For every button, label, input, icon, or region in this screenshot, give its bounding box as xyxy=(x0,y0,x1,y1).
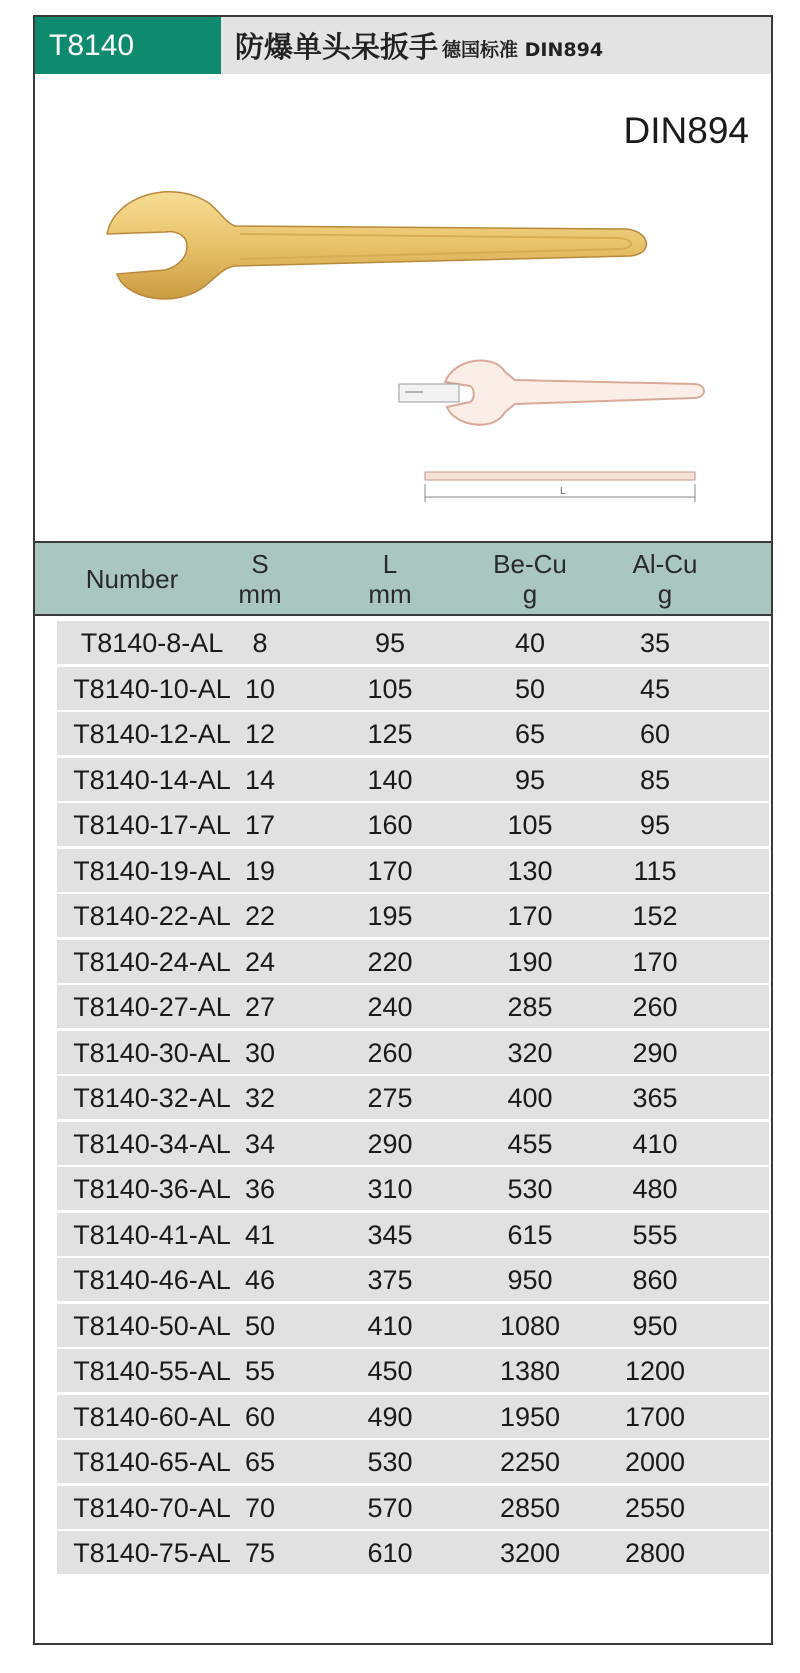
col-l xyxy=(340,543,440,614)
cell-value: 22 xyxy=(244,901,276,931)
cell-value: 345 xyxy=(367,1219,413,1250)
drawing-dimension-label: L xyxy=(560,486,566,497)
cell-value: 152 xyxy=(632,901,678,931)
cell-value: 1080 xyxy=(499,1310,561,1341)
table-row xyxy=(35,616,771,666)
cell-value: 65 xyxy=(514,719,546,749)
cell-value: 75 xyxy=(244,1538,276,1568)
table-row xyxy=(35,798,771,848)
cell-value: 36 xyxy=(244,1174,276,1204)
cell-value: 19 xyxy=(244,855,276,886)
table-row xyxy=(35,1299,771,1349)
cell-value: 95 xyxy=(639,810,671,840)
cell-value: 410 xyxy=(632,1128,678,1159)
cell-value: 12 xyxy=(244,719,276,749)
cell-number: T8140-75-AL xyxy=(73,1538,231,1568)
col-number-name: Number xyxy=(85,563,179,594)
cell-value: 260 xyxy=(367,1037,413,1068)
cell-value: 480 xyxy=(632,1174,678,1204)
table-row xyxy=(35,935,771,985)
table-row xyxy=(35,1117,771,1167)
cell-value: 2000 xyxy=(624,1447,686,1477)
cell-value: 450 xyxy=(367,1356,413,1386)
product-image-area xyxy=(35,74,771,541)
cell-value: 1380 xyxy=(499,1356,561,1386)
table-row xyxy=(35,1481,771,1531)
wrench-photo xyxy=(95,174,655,314)
table-row xyxy=(35,844,771,894)
cell-value: 46 xyxy=(244,1265,276,1295)
cell-number: T8140-12-AL xyxy=(73,719,231,749)
cell-value: 105 xyxy=(367,673,413,704)
col-becu xyxy=(465,543,595,614)
cell-number: T8140-36-AL xyxy=(73,1174,231,1204)
col-becu-name: Be-Cu xyxy=(493,548,567,579)
cell-value: 65 xyxy=(244,1447,276,1477)
cell-value: 530 xyxy=(367,1447,413,1477)
cell-number: T8140-8-AL xyxy=(80,628,224,658)
table-row xyxy=(35,1344,771,1394)
cell-value: 950 xyxy=(507,1265,553,1295)
table-row xyxy=(35,1526,771,1576)
cell-value: 860 xyxy=(632,1265,678,1295)
cell-value: 17 xyxy=(244,810,276,840)
cell-value: 290 xyxy=(367,1128,413,1159)
col-l-name: L xyxy=(382,548,398,579)
cell-value: 27 xyxy=(244,992,276,1022)
cell-value: 410 xyxy=(367,1310,413,1341)
cell-value: 3200 xyxy=(499,1538,561,1568)
cell-value: 220 xyxy=(367,946,413,977)
cell-number: T8140-32-AL xyxy=(73,1083,231,1113)
cell-value: 32 xyxy=(244,1083,276,1113)
cell-value: 95 xyxy=(374,628,406,658)
cell-value: 365 xyxy=(632,1083,678,1113)
cell-number: T8140-34-AL xyxy=(73,1128,231,1159)
cell-value: 140 xyxy=(367,764,413,795)
table-row xyxy=(35,980,771,1030)
cell-value: 70 xyxy=(244,1492,276,1523)
table-row xyxy=(35,1435,771,1485)
cell-number: T8140-24-AL xyxy=(73,946,231,977)
col-alcu xyxy=(600,543,730,614)
cell-value: 2550 xyxy=(624,1492,686,1523)
cell-value: 1200 xyxy=(624,1356,686,1386)
cell-value: 950 xyxy=(632,1310,678,1341)
table-row xyxy=(35,1253,771,1303)
title-box xyxy=(221,17,771,74)
product-sheet xyxy=(33,15,773,1645)
table-row xyxy=(35,707,771,757)
cell-value: 195 xyxy=(367,901,413,931)
col-number xyxy=(57,543,207,614)
header-bar xyxy=(35,17,771,74)
cell-value: 615 xyxy=(507,1219,553,1250)
table-row xyxy=(35,753,771,803)
cell-value: 2250 xyxy=(499,1447,561,1477)
product-title: 防爆单头呆扳手 xyxy=(235,30,439,64)
cell-value: 1950 xyxy=(499,1401,561,1432)
cell-value: 570 xyxy=(367,1492,413,1523)
cell-number: T8140-17-AL xyxy=(73,810,231,840)
cell-value: 130 xyxy=(507,855,553,886)
cell-number: T8140-65-AL xyxy=(73,1447,231,1477)
col-becu-unit: g xyxy=(522,578,538,609)
table-row xyxy=(35,1208,771,1258)
cell-value: 50 xyxy=(244,1310,276,1341)
cell-value: 55 xyxy=(244,1356,276,1386)
cell-value: 530 xyxy=(507,1174,553,1204)
cell-number: T8140-30-AL xyxy=(73,1037,231,1068)
cell-value: 1700 xyxy=(624,1401,686,1432)
table-row xyxy=(35,1390,771,1440)
col-l-unit: mm xyxy=(368,578,412,609)
cell-value: 115 xyxy=(633,855,677,886)
cell-value: 260 xyxy=(632,992,678,1022)
cell-value: 10 xyxy=(244,673,276,704)
table-row xyxy=(35,1071,771,1121)
cell-value: 490 xyxy=(367,1401,413,1432)
cell-value: 45 xyxy=(639,673,671,704)
cell-value: 170 xyxy=(632,946,678,977)
table-row xyxy=(35,889,771,939)
col-alcu-name: Al-Cu xyxy=(632,548,698,579)
col-s-name: S xyxy=(251,548,269,579)
cell-value: 35 xyxy=(639,628,671,658)
cell-value: 455 xyxy=(507,1128,553,1159)
cell-number: T8140-70-AL xyxy=(73,1492,231,1523)
cell-value: 375 xyxy=(367,1265,413,1295)
product-subtitle: 德国标准 DIN894 xyxy=(442,39,604,61)
cell-value: 125 xyxy=(367,719,413,749)
cell-value: 240 xyxy=(367,992,413,1022)
cell-value: 190 xyxy=(507,946,553,977)
cell-value: 95 xyxy=(514,764,546,795)
cell-number: T8140-10-AL xyxy=(73,673,231,704)
cell-value: 320 xyxy=(507,1037,553,1068)
table-header xyxy=(35,541,771,616)
cell-value: 85 xyxy=(639,764,671,795)
cell-value: 60 xyxy=(244,1401,276,1432)
cell-number: T8140-55-AL xyxy=(73,1356,231,1386)
table-row xyxy=(35,1162,771,1212)
standard-label: DIN894 xyxy=(623,110,749,151)
cell-value: 8 xyxy=(252,628,268,658)
cell-value: 555 xyxy=(632,1219,678,1250)
cell-number: T8140-19-AL xyxy=(73,855,231,886)
cell-number: T8140-41-AL xyxy=(73,1219,231,1250)
cell-value: 610 xyxy=(367,1538,413,1568)
cell-value: 14 xyxy=(244,764,276,795)
cell-number: T8140-14-AL xyxy=(73,764,231,795)
cell-number: T8140-50-AL xyxy=(73,1310,231,1341)
cell-value: 170 xyxy=(367,855,413,886)
cell-value: 2800 xyxy=(624,1538,686,1568)
cell-value: 41 xyxy=(244,1219,276,1250)
cell-value: 60 xyxy=(639,719,671,749)
cell-number: T8140-60-AL xyxy=(73,1401,231,1432)
cell-value: 105 xyxy=(507,810,553,840)
cell-value: 2850 xyxy=(499,1492,561,1523)
cell-number: T8140-46-AL xyxy=(73,1265,231,1295)
cell-value: 290 xyxy=(632,1037,678,1068)
cell-value: 50 xyxy=(514,673,546,704)
cell-value: 275 xyxy=(367,1083,413,1113)
cell-value: 30 xyxy=(244,1037,276,1068)
cell-number: T8140-27-AL xyxy=(73,992,231,1022)
col-s xyxy=(210,543,310,614)
cell-value: 40 xyxy=(514,628,546,658)
cell-value: 34 xyxy=(244,1128,276,1159)
technical-drawing xyxy=(385,342,725,532)
cell-value: 170 xyxy=(507,901,553,931)
table-row xyxy=(35,662,771,712)
cell-value: 400 xyxy=(507,1083,553,1113)
cell-number: T8140-22-AL xyxy=(73,901,231,931)
table-row xyxy=(35,1026,771,1076)
cell-value: 160 xyxy=(367,810,413,840)
col-alcu-unit: g xyxy=(657,578,673,609)
cell-value: 310 xyxy=(367,1174,413,1204)
cell-value: 285 xyxy=(507,992,553,1022)
cell-value: 24 xyxy=(244,946,276,977)
product-code: T8140 xyxy=(35,17,221,74)
col-s-unit: mm xyxy=(238,578,282,609)
